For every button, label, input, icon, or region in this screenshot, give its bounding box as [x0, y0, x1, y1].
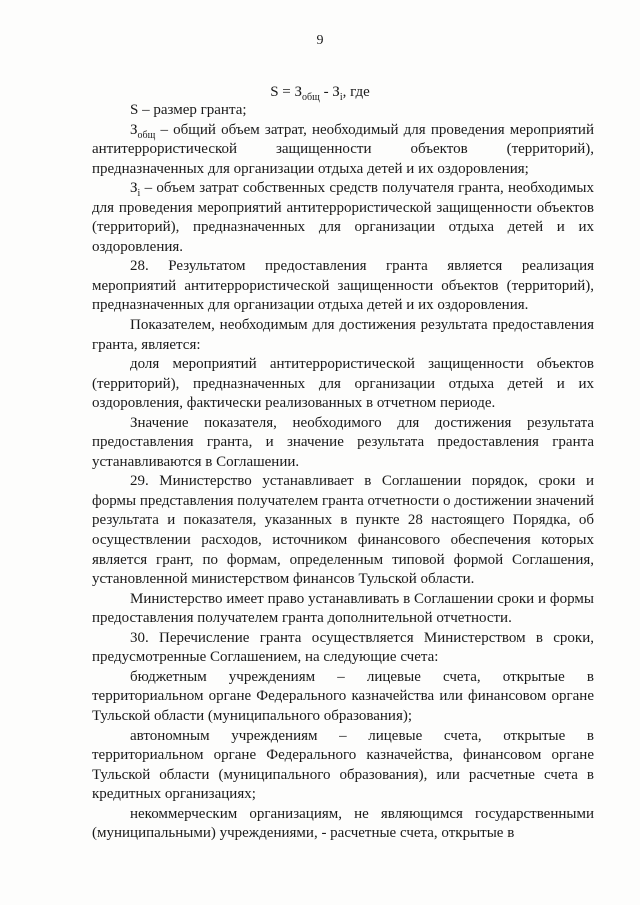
- indicator-values: Значение показателя, необходимого для достижения результата предоставления гранта, и значение результата предоставления гранта устанавливаются в Соглашении.: [92, 414, 594, 470]
- page-number: 9: [316, 33, 324, 48]
- z-i-sub: i: [137, 188, 141, 200]
- document-body: [92, 101, 594, 844]
- z-i-symbol: З: [130, 180, 138, 197]
- paragraph-30: 30. Перечисление гранта осуществляется Министерством в сроки, предусмотренные Соглашением, на следующие счета:: [92, 629, 594, 666]
- formula-sub-total: общ: [302, 92, 320, 103]
- budget-institutions: бюджетным учреждениям – лицевые счета, открытые в территориальном органе Федерального казначейства или финансовом органе Тульской области (муниципального образования);: [92, 668, 594, 724]
- paragraph-29: 29. Министерство устанавливает в Соглашении порядок, сроки и формы представления получателем гранта отчетности о достижении значений результата и показателя, указанных в пункте 28 настоящего Порядка, об осуществлении расходов, источником финансового обеспечения которых является грант, по формам, определенным типовой формой Соглашения, установленной министерством финансов Тульской области.: [92, 473, 594, 588]
- z-total-text: – общий объем затрат, необходимый для проведения мероприятий антитеррористической защищенности объектов (территорий), предназначенных для организации отдыха детей и их оздоровления;: [92, 121, 594, 177]
- additional-reporting: Министерство имеет право устанавливать в Соглашении сроки и формы предоставления получателем гранта дополнительной отчетности.: [92, 590, 594, 627]
- z-i-text: – объем затрат собственных средств получателя гранта, необходимых для проведения мероприятий антитеррористической защищенности объектов (территорий), предназначенных для организации отдыха детей и их оздоровления.: [92, 180, 594, 255]
- indicator-definition: доля мероприятий антитеррористической защищенности объектов (территорий), предназначенных для организации отдыха детей и их оздоровления, фактически реализованных в отчетном периоде.: [92, 356, 594, 412]
- noncommercial-organizations: некоммерческим организациям, не являющимся государственными (муниципальными) учреждениями, - расчетные счета, открытые в: [92, 805, 594, 842]
- autonomous-institutions: автономным учреждениям – лицевые счета, открытые в территориальном органе Федерального казначейства, финансовом органе Тульской области (муниципального образования), или расчетные счета в кредитных организациях;: [92, 727, 594, 803]
- z-total-sub: общ: [137, 129, 156, 141]
- definition-z-total: [92, 121, 594, 180]
- definition-s: S – размер гранта;: [130, 102, 247, 118]
- formula-lhs: S = З: [270, 84, 303, 100]
- formula-sub-i: i: [339, 92, 343, 103]
- indicator-intro: Показателем, необходимым для достижения результата предоставления гранта, является:: [92, 317, 594, 353]
- definition-z-i: [92, 179, 594, 257]
- paragraph-28: 28. Результатом предоставления гранта является реализация мероприятий антитеррористической защищенности объектов (территорий), предназначенных для организации отдыха детей и их оздоровления.: [92, 258, 594, 314]
- formula-tail: , где: [342, 84, 370, 100]
- formula-mid: - З: [319, 84, 340, 100]
- z-total-symbol: З: [130, 121, 138, 138]
